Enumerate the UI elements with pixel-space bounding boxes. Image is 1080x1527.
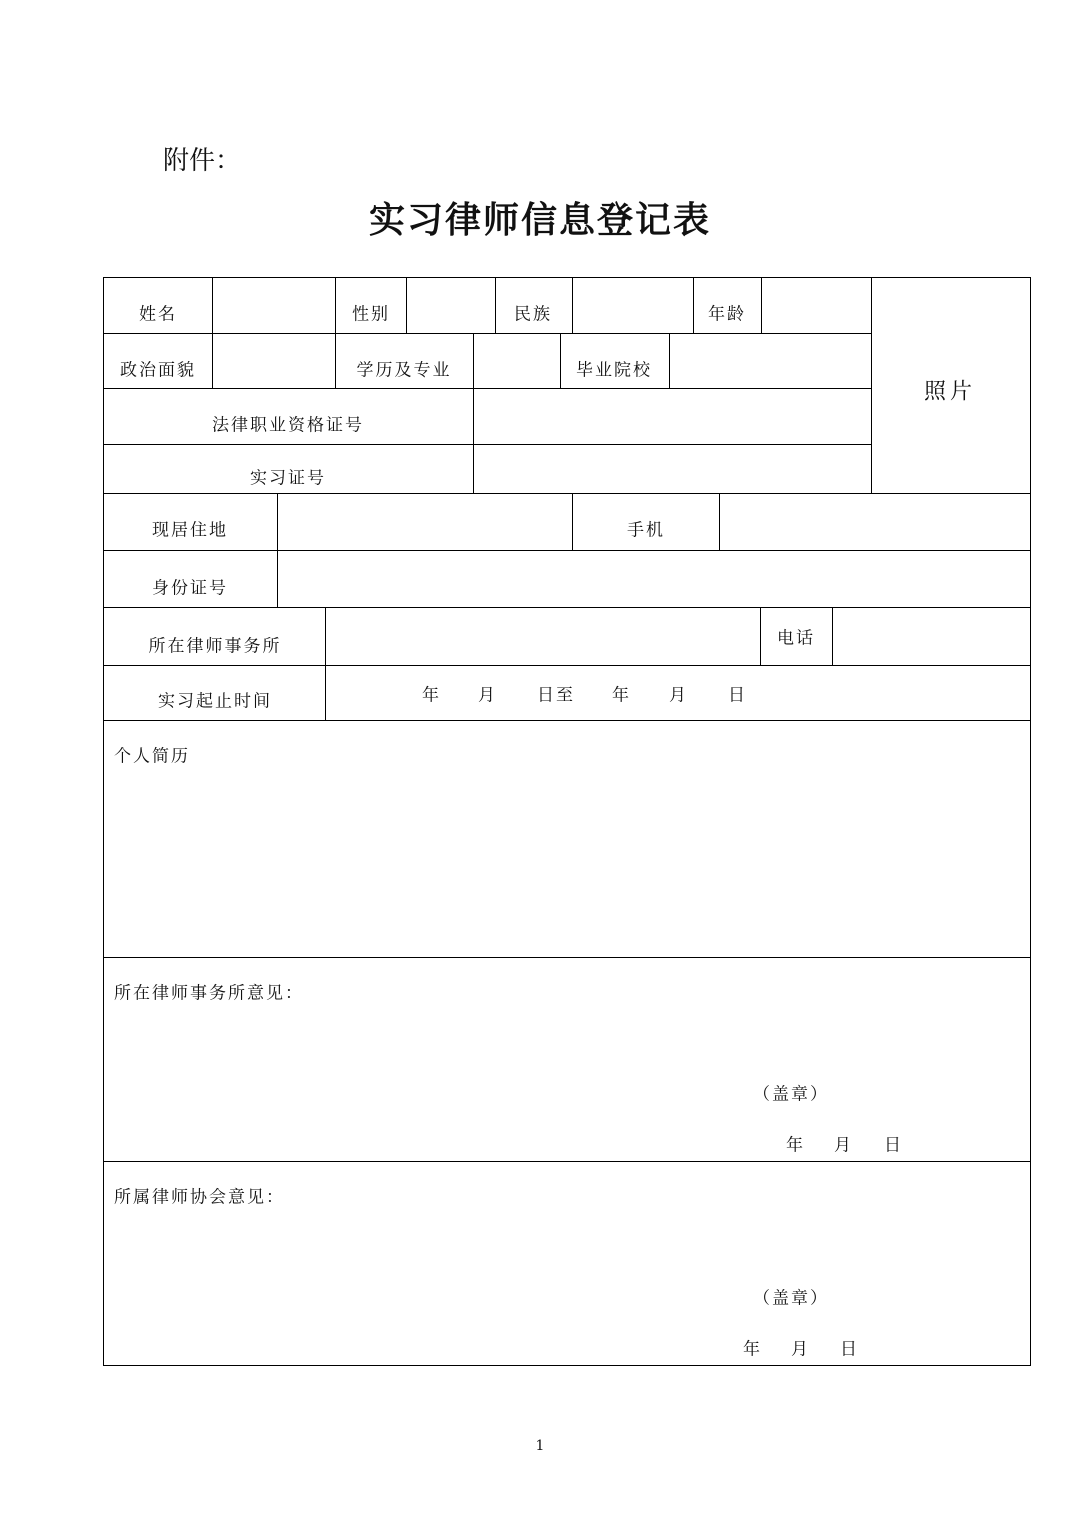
association-opinion-label: 所属律师协会意见：	[114, 1187, 285, 1208]
firm-date-month: 月	[834, 1135, 853, 1156]
row-rule-6	[103, 607, 1031, 608]
photo-cell-border	[871, 277, 872, 493]
period-start-day-to: 日至	[537, 685, 575, 706]
col-rule	[572, 277, 573, 333]
col-rule	[406, 277, 407, 333]
ethnicity-label: 民族	[514, 304, 552, 325]
period-end-month: 月	[669, 685, 688, 706]
attachment-label: 附件：	[163, 146, 242, 176]
row-rule-9	[103, 957, 1031, 958]
row-rule-10	[103, 1161, 1031, 1162]
col-rule	[761, 277, 762, 333]
col-rule	[693, 277, 694, 333]
law-firm-label: 所在律师事务所	[148, 636, 282, 657]
table-border-left	[103, 277, 104, 1366]
form-title: 实习律师信息登记表	[368, 200, 711, 241]
col-rule	[832, 607, 833, 665]
period-start-month: 月	[478, 685, 497, 706]
id-number-label: 身份证号	[152, 578, 228, 599]
phone-label: 电话	[777, 628, 815, 649]
political-status-label: 政治面貌	[120, 360, 196, 381]
association-date-day: 日	[840, 1339, 859, 1360]
firm-date-year: 年	[786, 1135, 805, 1156]
col-rule	[719, 493, 720, 550]
period-end-year: 年	[612, 685, 631, 706]
firm-date-day: 日	[884, 1135, 903, 1156]
row-rule-8	[103, 720, 1031, 721]
col-rule	[495, 277, 496, 333]
table-border-right	[1030, 277, 1031, 1366]
period-end-day: 日	[728, 685, 747, 706]
row-rule-3	[103, 444, 871, 445]
row-rule-1	[103, 333, 871, 334]
internship-cert-label: 实习证号	[250, 468, 326, 489]
association-date-month: 月	[791, 1339, 810, 1360]
col-rule	[277, 493, 278, 607]
col-rule	[473, 333, 474, 493]
table-border-top	[103, 277, 1031, 278]
age-label: 年龄	[708, 304, 746, 325]
association-seal-label: （盖章）	[753, 1288, 829, 1309]
col-rule	[760, 607, 761, 665]
page-number: 1	[535, 1438, 545, 1454]
row-rule-4	[103, 493, 1031, 494]
col-rule	[669, 333, 670, 388]
col-rule	[335, 277, 336, 388]
col-rule	[560, 333, 561, 388]
name-label: 姓名	[139, 304, 177, 325]
gender-label: 性别	[352, 304, 390, 325]
row-rule-2	[103, 388, 871, 389]
resume-label: 个人简历	[114, 746, 190, 767]
row-rule-5	[103, 550, 1031, 551]
col-rule	[572, 493, 573, 550]
graduate-school-label: 毕业院校	[576, 360, 652, 381]
education-major-label: 学历及专业	[356, 360, 452, 381]
firm-seal-label: （盖章）	[753, 1084, 829, 1105]
table-border-bottom	[103, 1365, 1031, 1366]
registration-form-table	[103, 277, 1031, 1366]
address-label: 现居住地	[152, 520, 228, 541]
photo-label: 照片	[923, 379, 977, 405]
firm-opinion-label: 所在律师事务所意见：	[114, 983, 304, 1004]
col-rule	[212, 277, 213, 388]
mobile-label: 手机	[627, 520, 665, 541]
association-date-year: 年	[743, 1339, 762, 1360]
internship-period-label: 实习起止时间	[158, 691, 272, 712]
period-start-year: 年	[422, 685, 441, 706]
row-rule-7	[103, 665, 1031, 666]
col-rule	[325, 607, 326, 720]
qualification-cert-label: 法律职业资格证号	[212, 415, 364, 436]
